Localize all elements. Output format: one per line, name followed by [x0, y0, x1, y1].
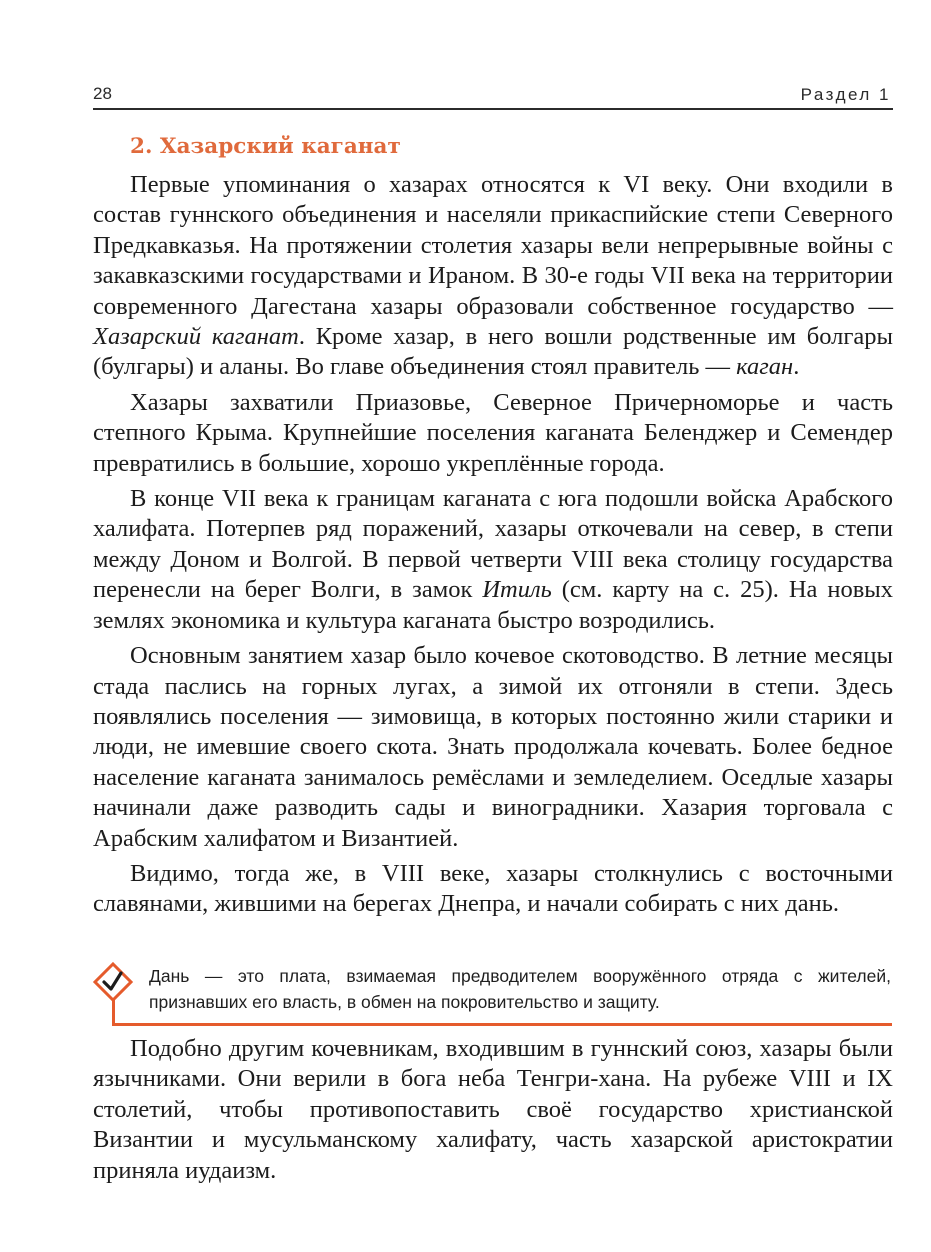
paragraph-6: Подобно другим кочевникам, входившим в гуннский союз, хазары были язычниками. Они верили в бога неба Тенгри-хана. На рубеже VIII и IX столетий, чтобы противопоставить своё государство христианской Византии и мусульманскому халифату, часть хазарской аристократии приняла иудаизм. [93, 1035, 893, 1184]
main-text [93, 170, 893, 920]
paragraph-3-text-b: (см. карту на с. 25). На новых землях экономика и культура каганата быстро возродились. [93, 576, 893, 634]
paragraph-1-text-b: . Кроме хазар, в него вошли родственные им болгары (булгары) и аланы. Во главе объединения стоял правитель — [93, 323, 893, 381]
main-text-continued [93, 1034, 893, 1186]
definition-box [93, 962, 891, 1026]
paragraph-3-text-a: В конце VII века к границам каганата с юга подошли войска Арабского халифата. Потерпев ряд поражений, хазары откочевали на север, в степи между Доном и Волгой. В первой четверти VIII века столицу государства перенесли на берег Волги, в замок [93, 485, 893, 604]
term-kagan: каган [736, 353, 794, 381]
term-khazar-khaganate: Хазарский каганат [93, 323, 299, 351]
page-header [93, 84, 893, 106]
paragraph-5: Видимо, тогда же, в VIII веке, хазары столкнулись с восточными славянами, жившими на берегах Днепра, и начали собирать с них дань. [93, 859, 893, 918]
term-itil: Итиль [482, 576, 552, 604]
paragraph-1-text-a: Первые упоминания о хазарах относятся к VI веку. Они входили в состав гуннского объединения и населяли прикаспийские степи Северного Предкавказья. На протяжении столетия хазары вели непрерывные войны с закавказскими государствами и Ираном. В 30-е годы VII века на территории современного Дагестана хазары образовали собственное государство — [93, 171, 893, 320]
definition-box-stem [112, 1000, 115, 1025]
definition-text: Дань — это плата, взимаемая предводителем вооружённого отряда с жителей, признавших его власть, в обмен на покровительство и защиту. [149, 966, 891, 1012]
page-number: 28 [93, 84, 112, 103]
header-divider [93, 108, 893, 110]
section-heading: 2. Хазарский каганат [130, 134, 401, 159]
paragraph-3 [93, 484, 893, 636]
definition-box-rule [112, 1023, 892, 1026]
paragraph-2: Хазары захватили Приазовье, Северное Причерноморье и часть степного Крыма. Крупнейшие поселения каганата Беленджер и Семендер превратились в большие, хорошо укреплённые города. [93, 388, 893, 477]
checkmark-diamond-icon [93, 962, 133, 1002]
paragraph-4: Основным занятием хазар было кочевое скотоводство. В летние месяцы стада паслись на горных лугах, а зимой их отгоняли в степи. Здесь появлялись поселения — зимовища, в которых постоянно жили старики и люди, не имевшие своего скота. Знать продолжала кочевать. Более бедное население каганата занималось ремёслами и земледелием. Оседлые хазары начинали даже разводить сады и виноградники. Хазария торговала с Арабским халифатом и Византией. [93, 642, 893, 852]
paragraph-1-text-c: . [793, 353, 800, 381]
paragraph-1 [93, 170, 893, 383]
section-label: Раздел 1 [800, 85, 891, 104]
